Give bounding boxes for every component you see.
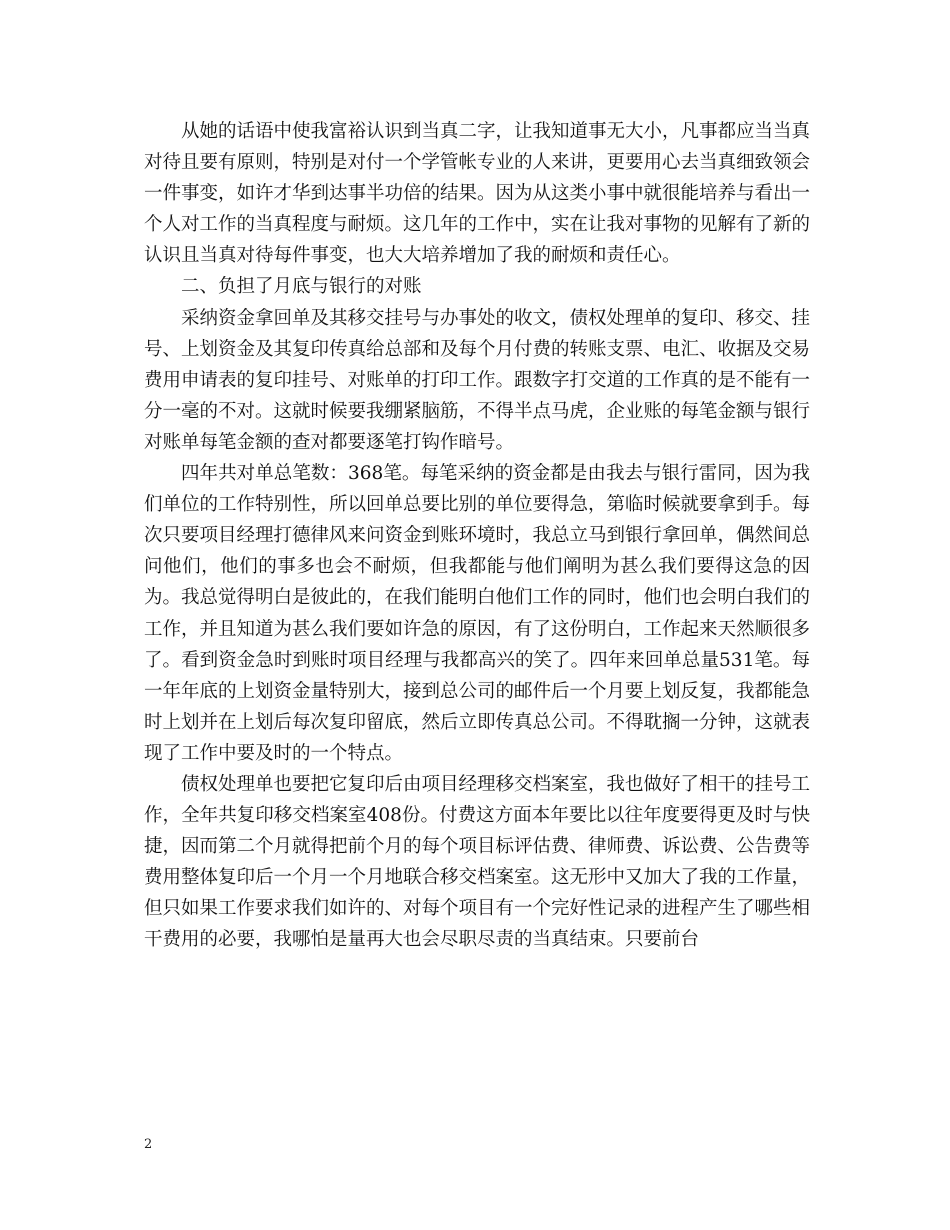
- paragraph-1: 从她的话语中使我富裕认识到当真二字，让我知道事无大小，凡事都应当当真对待且要有原则，特别是对付一个学管帐专业的人来讲，更要用心去当真细致领会一件事变，如许才华到达事半功倍的结果。因为从这类小事中就很能培养与看出一个人对工作的当真程度与耐烦。这几年的工作中，实在让我对事物的见解有了新的认识且当真对待每件事变，也大大培养增加了我的耐烦和责任心。: [144, 121, 811, 267]
- paragraph-2: 采纳资金拿回单及其移交挂号与办事处的收文，债权处理单的复印、移交、挂号、上划资金及其复印传真给总部和及每个月付费的转账支票、电汇、收据及交易费用申请表的复印挂号、对账单的打印工作。跟数字打交道的工作真的是不能有一分一毫的不对。这就时候要我绷紧脑筋，不得半点马虎，企业账的每笔金额与银行对账单每笔金额的查对都要逐笔打钩作暗号。: [144, 307, 811, 453]
- section-heading: 二、负担了月底与银行的对账: [181, 276, 422, 298]
- paragraph-4: 债权处理单也要把它复印后由项目经理移交档案室，我也做好了相干的挂号工作，全年共复印移交档案室408份。付费这方面本年要比以往年度要得更及时与快捷，因而第二个月就得把前个月的每个项目标评估费、律师费、诉讼费、公告费等费用整体复印后一个月一个月地联合移交档案室。这无形中又加大了我的工作量，但只如果工作要求我们如许的、对每个项目有一个完好性记录的进程产生了哪些相干费用的必要，我哪怕是量再大也会尽职尽责的当真结束。只要前台: [144, 773, 811, 951]
- document-body: [144, 116, 810, 956]
- page-number: 2: [144, 1137, 153, 1152]
- paragraph-3: 四年共对单总笔数：368笔。每笔采纳的资金都是由我去与银行雷同，因为我们单位的工作特别性，所以回单总要比别的单位要得急，第临时候就要拿到手。每次只要项目经理打德律风来问资金到账环境时，我总立马到银行拿回单，偶然间总问他们，他们的事多也会不耐烦，但我都能与他们阐明为甚么我们要得这急的因为。我总觉得明白是彼此的，在我们能明白他们工作的同时，他们也会明白我们的工作，并且知道为甚么我们要如许急的原因，有了这份明白，工作起来天然顺很多了。看到资金急时到账时项目经理与我都高兴的笑了。四年来回单总量531笔。每一年年底的上划资金量特别大，接到总公司的邮件后一个月要上划反复，我都能急时上划并在上划后每次复印留底，然后立即传真总公司。不得耽搁一分钟，这就表现了工作中要及时的一个特点。: [144, 463, 811, 764]
